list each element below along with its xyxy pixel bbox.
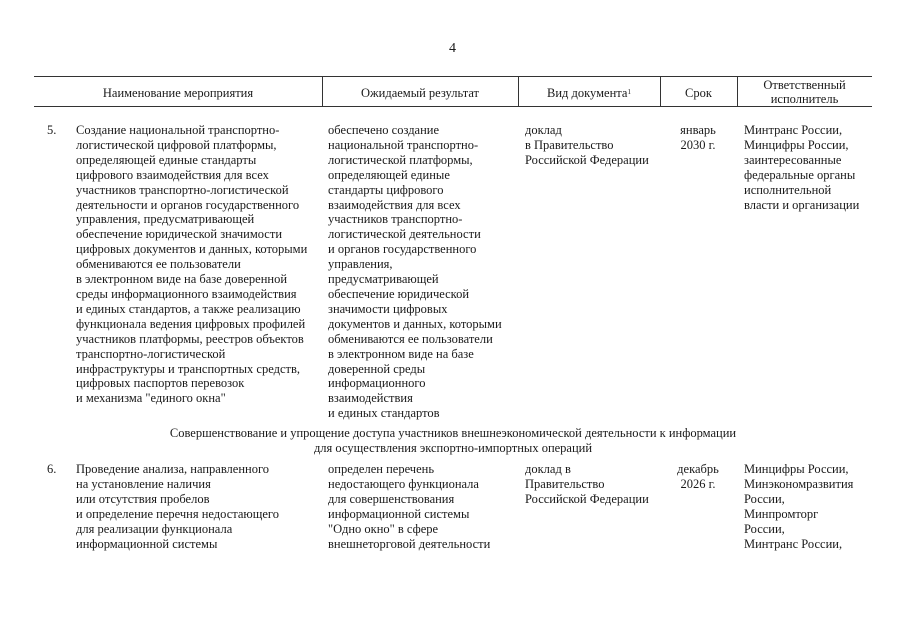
page-number: 4 — [449, 41, 456, 56]
header-result: Ожидаемый результат — [360, 86, 480, 100]
row-document-type: доклад в Правительство Российской Федерации — [525, 462, 649, 506]
row-document-type: доклад в Правительство Российской Федерации — [525, 123, 649, 167]
table-header-top-rule — [34, 76, 872, 77]
row-expected-result: обеспечено создание национальной транспортно- логистической платформы, определяющей единые стандарты цифрового взаимодействия для всех участников транспортно- логистической деятельности и органов государственного управления, предусматривающей обеспечение юридической значимости цифровых документов и данных, которыми обмениваются ее пользователи в электронном виде на базе доверенной среды информационного взаимодействия и единых стандартов — [328, 123, 502, 421]
header-deadline: Срок — [685, 86, 712, 100]
header-doctype-footnote: 1 — [627, 88, 631, 96]
row-activity-name: Создание национальной транспортно- логистической цифровой платформы, определяющей единые стандарты цифрового взаимодействия для всех участников транспортно-логистической деятельности и органов государственного управления, предусматривающей обеспечение юридической значимости цифровых документов и данных, которыми обмениваются ее пользователи в электронном виде на базе доверенной среды информационного взаимодействия и единых стандартов, а также реализацию функционала ведения цифровых профилей участников платформы, реестров объектов транспортно-логистической инфраструктуры и транспортных средств, цифровых паспортов перевозок и механизма "единого окна" — [76, 123, 308, 406]
row-deadline: январь 2030 г. — [680, 123, 716, 152]
table-header-bottom-rule — [34, 106, 872, 107]
header-doctype — [518, 86, 660, 100]
section-title: Совершенствование и упрощение доступа участников внешнеэкономической деятельности к информации для осуществления экспортно-импортных операций — [169, 426, 737, 455]
header-doctype-label: Вид документа — [547, 86, 628, 100]
row-deadline: декабрь 2026 г. — [677, 462, 719, 491]
header-responsible: Ответственный исполнитель — [763, 78, 846, 106]
row-responsible: Минцифры России, Минэкономразвития России, Минпромторг России, Минтранс России, — [744, 462, 854, 551]
row-activity-name: Проведение анализа, направленного на установление наличия или отсутствия пробелов и определение перечня недостающего для реализации функционала информационной системы — [76, 462, 279, 551]
row-responsible: Минтранс России, Минцифры России, заинтересованные федеральные органы исполнительной власти и организации — [744, 123, 860, 212]
row-number: 5. — [47, 123, 57, 137]
row-number: 6. — [47, 462, 57, 476]
row-expected-result: определен перечень недостающего функционала для совершенствования информационной системы "Одно окно" в сфере внешнеторговой деятельности — [328, 462, 491, 551]
header-name: Наименование мероприятия — [102, 86, 254, 100]
